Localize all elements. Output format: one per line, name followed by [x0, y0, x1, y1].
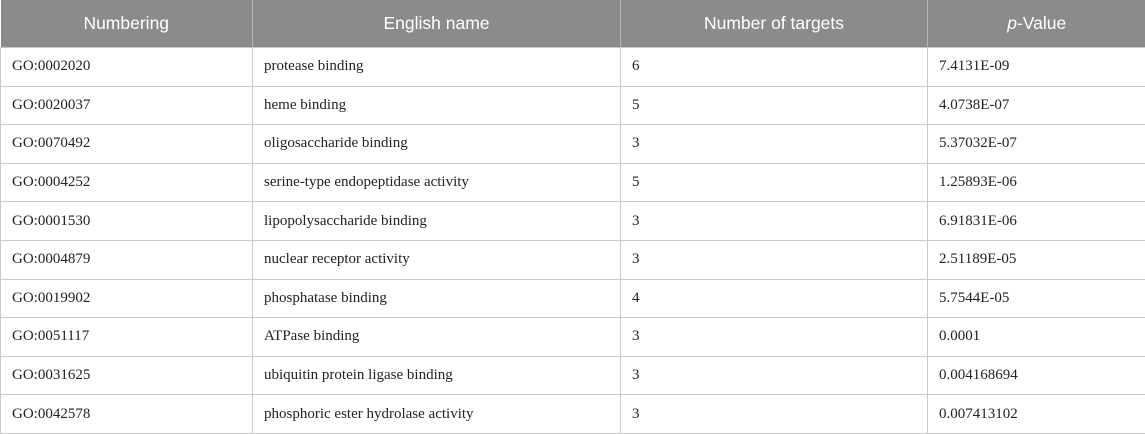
- cell-english-name: phosphatase binding: [253, 279, 621, 318]
- table-row: [1, 318, 1145, 357]
- cell-number-of-targets: 4: [621, 279, 928, 318]
- table-header: [1, 0, 1145, 48]
- cell-number-of-targets: 3: [621, 240, 928, 279]
- table-row: [1, 48, 1145, 87]
- table-row: [1, 395, 1145, 434]
- cell-p-value: 4.0738E-07: [928, 86, 1145, 125]
- cell-go-id: GO:0001530: [1, 202, 253, 241]
- cell-number-of-targets: 5: [621, 163, 928, 202]
- cell-english-name: lipopolysaccharide binding: [253, 202, 621, 241]
- table-row: [1, 356, 1145, 395]
- cell-p-value: 0.004168694: [928, 356, 1145, 395]
- cell-p-value: 6.91831E-06: [928, 202, 1145, 241]
- cell-p-value: 7.4131E-09: [928, 48, 1145, 87]
- cell-english-name: heme binding: [253, 86, 621, 125]
- cell-p-value: 0.007413102: [928, 395, 1145, 434]
- cell-go-id: GO:0070492: [1, 125, 253, 164]
- header-p-value-suffix: -Value: [1017, 13, 1066, 33]
- header-p-value: [928, 0, 1145, 48]
- header-p-value-prefix: p: [1007, 13, 1017, 33]
- table-row: [1, 86, 1145, 125]
- cell-english-name: oligosaccharide binding: [253, 125, 621, 164]
- cell-go-id: GO:0042578: [1, 395, 253, 434]
- cell-number-of-targets: 6: [621, 48, 928, 87]
- header-english-name: English name: [253, 0, 621, 48]
- cell-p-value: 1.25893E-06: [928, 163, 1145, 202]
- cell-english-name: serine-type endopeptidase activity: [253, 163, 621, 202]
- cell-number-of-targets: 3: [621, 318, 928, 357]
- cell-go-id: GO:0002020: [1, 48, 253, 87]
- table-row: [1, 202, 1145, 241]
- cell-p-value: 2.51189E-05: [928, 240, 1145, 279]
- cell-number-of-targets: 3: [621, 125, 928, 164]
- cell-go-id: GO:0020037: [1, 86, 253, 125]
- cell-p-value: 5.37032E-07: [928, 125, 1145, 164]
- header-numbering: Numbering: [1, 0, 253, 48]
- cell-go-id: GO:0051117: [1, 318, 253, 357]
- cell-go-id: GO:0031625: [1, 356, 253, 395]
- header-number-of-targets: Number of targets: [621, 0, 928, 48]
- table-row: [1, 240, 1145, 279]
- cell-number-of-targets: 5: [621, 86, 928, 125]
- cell-go-id: GO:0004252: [1, 163, 253, 202]
- header-row: [1, 0, 1145, 48]
- cell-p-value: 0.0001: [928, 318, 1145, 357]
- cell-english-name: protease binding: [253, 48, 621, 87]
- cell-english-name: nuclear receptor activity: [253, 240, 621, 279]
- cell-english-name: phosphoric ester hydrolase activity: [253, 395, 621, 434]
- cell-p-value: 5.7544E-05: [928, 279, 1145, 318]
- cell-go-id: GO:0004879: [1, 240, 253, 279]
- table-body: [1, 48, 1145, 434]
- table-row: [1, 125, 1145, 164]
- table-row: [1, 163, 1145, 202]
- cell-number-of-targets: 3: [621, 395, 928, 434]
- cell-go-id: GO:0019902: [1, 279, 253, 318]
- table-row: [1, 279, 1145, 318]
- cell-number-of-targets: 3: [621, 356, 928, 395]
- cell-english-name: ubiquitin protein ligase binding: [253, 356, 621, 395]
- cell-english-name: ATPase binding: [253, 318, 621, 357]
- cell-number-of-targets: 3: [621, 202, 928, 241]
